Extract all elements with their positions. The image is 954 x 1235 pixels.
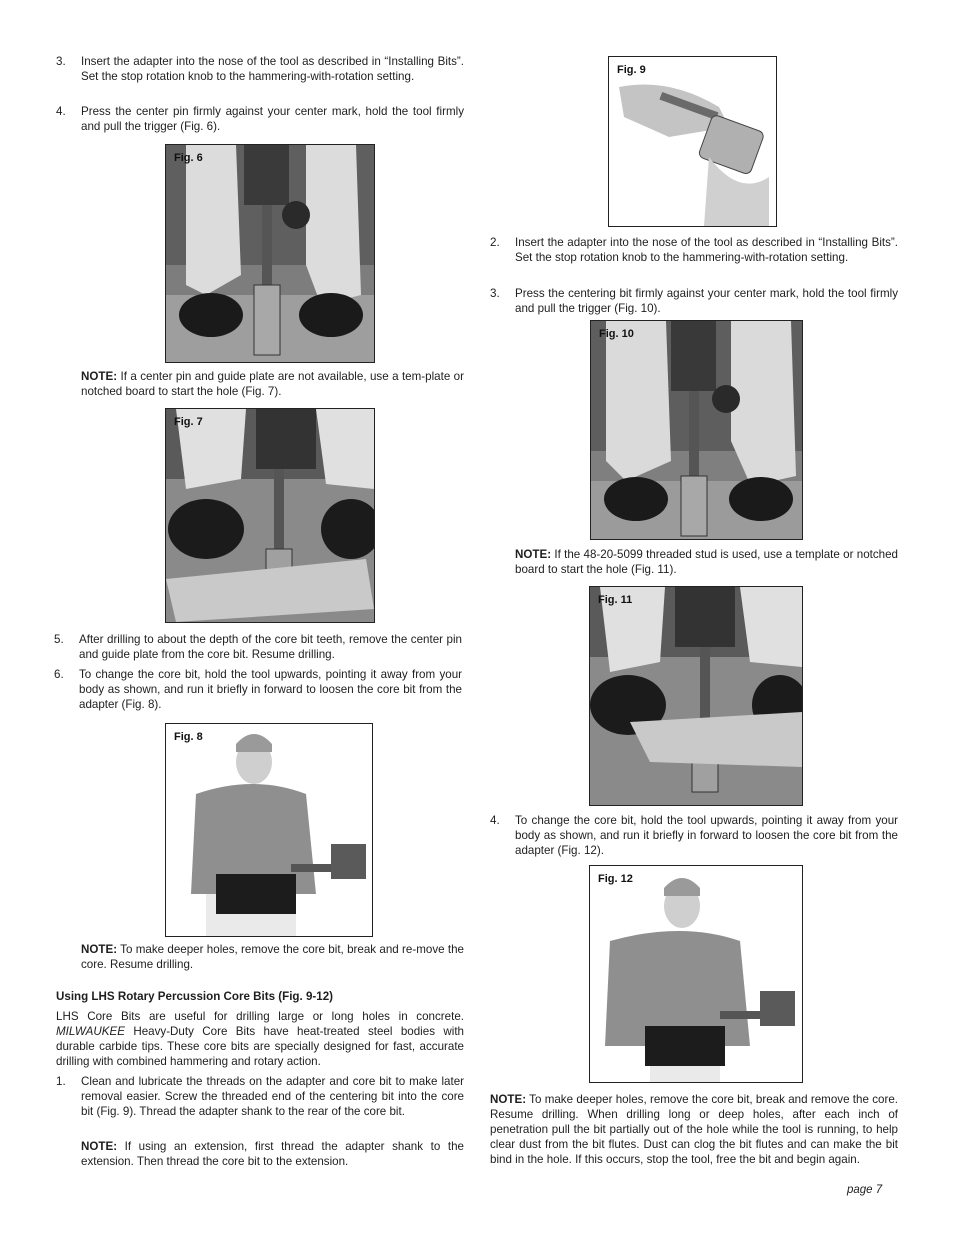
left-step-5 — [54, 632, 464, 662]
note-label: NOTE: — [81, 943, 118, 956]
intro-text — [56, 1009, 464, 1069]
figure-9-photo — [608, 56, 777, 227]
man-holding-drill-illustration — [166, 724, 372, 936]
note-text — [81, 369, 464, 399]
step-number: 5. — [54, 633, 64, 646]
figure-label: Fig. 12 — [598, 873, 633, 885]
figure-label: Fig. 7 — [174, 416, 203, 428]
note-label: NOTE: — [81, 370, 118, 383]
note-label: NOTE: — [515, 548, 552, 561]
left-step-1 — [56, 1074, 464, 1134]
step-text: To change the core bit, hold the tool upwards, pointing it away from your body as shown, and run it briefly in forward to loosen the core bit from the adapter (Fig. 8). — [79, 668, 462, 711]
figure-label: Fig. 8 — [174, 731, 203, 743]
figure-11-photo — [589, 586, 803, 806]
right-step-2 — [490, 235, 898, 280]
note-body: To make deeper holes, remove the core bit, break and re-move the core. Resume drilling. — [81, 943, 464, 971]
note-text — [81, 1139, 464, 1169]
step-text: Press the center pin firmly against your center mark, hold the tool firmly and pull the trigger (Fig. 6). — [81, 105, 464, 133]
left-note-2 — [81, 942, 464, 972]
drill-template-illustration — [166, 409, 374, 622]
step-number: 4. — [56, 105, 66, 118]
right-note-2 — [490, 1092, 898, 1182]
figure-label: Fig. 6 — [174, 152, 203, 164]
figure-label: Fig. 10 — [599, 328, 634, 340]
step-number: 1. — [56, 1075, 66, 1088]
left-note-3 — [81, 1139, 464, 1169]
note-text — [515, 547, 898, 577]
left-step-6 — [54, 667, 464, 712]
figure-6-photo — [165, 144, 375, 363]
drill-vertical-illustration — [166, 145, 374, 362]
left-step-3 — [56, 54, 464, 99]
step-text: Press the centering bit firmly against your center mark, hold the tool firmly and pull the trigger (Fig. 10). — [515, 287, 898, 315]
man-holding-drill-illustration — [590, 866, 802, 1082]
figure-10-photo — [590, 320, 803, 540]
note-label: NOTE: — [490, 1093, 527, 1106]
step-text: To change the core bit, hold the tool upwards, pointing it away from your body as shown, and run it briefly in forward to loosen the core bit from the adapter (Fig. 12). — [515, 814, 898, 857]
step-number: 3. — [490, 287, 500, 300]
hands-core-bit-illustration — [609, 57, 776, 226]
brand-name: MILWAUKEE — [56, 1025, 125, 1038]
step-text: Clean and lubricate the threads on the adapter and core bit to make later removal easier. Screw the threaded end of the centering bit into the core bit (Fig. 9). Thread the adapter shank to the rear of the core bit. — [81, 1075, 464, 1118]
drill-notched-board-illustration — [590, 587, 802, 805]
section-heading: Using LHS Rotary Percussion Core Bits (Fig. 9-12) — [56, 990, 334, 1003]
note-label: NOTE: — [81, 1140, 118, 1153]
right-note-1 — [515, 547, 898, 577]
figure-label: Fig. 9 — [617, 64, 646, 76]
note-body: If the 48-20-5099 threaded stud is used, use a template or notched board to start the hole (Fig. 11). — [515, 548, 898, 576]
note-body: To make deeper holes, remove the core bit, break and remove the core. Resume drilling. When drilling long or deep holes, after each inch of penetration pull the bit partially out of the hole while the tool is running, to help clear dust from the bit flutes. Dust can clog the bit flutes and can make the bit bind in the hole. If this occurs, stop the tool, free the bit and begin again. — [490, 1093, 898, 1166]
drill-centering-bit-illustration — [591, 321, 802, 539]
figure-label: Fig. 11 — [598, 594, 633, 606]
intro-part-2: Heavy-Duty Core Bits have heat-treated steel bodies with durable carbide tips. These core bits are specially designed for fast, accurate drilling with combined hammering and rotary action. — [56, 1025, 464, 1068]
step-number: 2. — [490, 236, 500, 249]
step-text: Insert the adapter into the nose of the tool as described in “Installing Bits”. Set the stop rotation knob to the hammering-with-rotation setting. — [81, 55, 464, 83]
note-body: If a center pin and guide plate are not available, use a tem-plate or notched board to start the hole (Fig. 7). — [81, 370, 464, 398]
intro-part-1: LHS Core Bits are useful for drilling large or long holes in concrete. — [56, 1010, 464, 1023]
figure-8-photo — [165, 723, 373, 937]
figure-7-photo — [165, 408, 375, 623]
step-number: 3. — [56, 55, 66, 68]
left-note-1 — [81, 369, 464, 399]
note-body: If using an extension, first thread the adapter shank to the extension. Then thread the core bit to the extension. — [81, 1140, 464, 1168]
step-number: 6. — [54, 668, 64, 681]
figure-12-photo — [589, 865, 803, 1083]
intro-paragraph — [56, 1009, 464, 1069]
step-number: 4. — [490, 814, 500, 827]
step-text: Insert the adapter into the nose of the tool as described in “Installing Bits”. Set the stop rotation knob to the hammering-with-rotation setting. — [515, 236, 898, 264]
note-text — [490, 1092, 898, 1167]
step-text: After drilling to about the depth of the core bit teeth, remove the center pin and guide plate from the core bit. Resume drilling. — [79, 633, 462, 661]
page-number: page 7 — [847, 1184, 883, 1196]
right-step-4 — [490, 813, 898, 858]
left-step-4 — [56, 104, 464, 134]
right-step-3 — [490, 286, 898, 316]
note-text — [81, 942, 464, 972]
